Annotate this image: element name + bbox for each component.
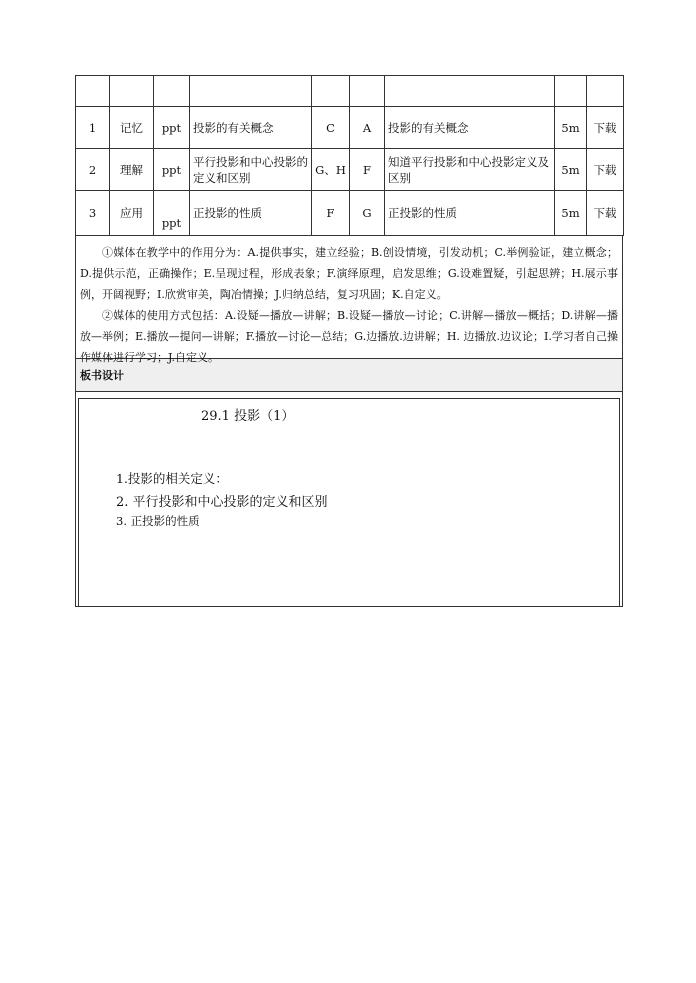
media-source: 下载 xyxy=(587,191,624,236)
usage-mode: G xyxy=(350,191,385,236)
board-item: 1.投影的相关定义： xyxy=(116,471,228,486)
time-used: 5m xyxy=(555,107,587,149)
knowledge-level: 应用 xyxy=(110,191,154,236)
media-content: 投影的有关概念 xyxy=(190,107,312,149)
media-content: 平行投影和中心投影的定义和区别 xyxy=(190,149,312,191)
media-source: 下载 xyxy=(587,107,624,149)
media-content: 正投影的性质 xyxy=(190,191,312,236)
board-content-box xyxy=(78,398,620,606)
media-notes xyxy=(75,236,623,364)
time-used: 5m xyxy=(555,191,587,236)
media-role: F xyxy=(312,191,350,236)
table-header-row xyxy=(76,76,624,107)
table-row xyxy=(76,149,624,191)
learning-objective: 知道平行投影和中心投影定义及区别 xyxy=(385,149,555,191)
media-type: ppt xyxy=(154,107,190,149)
learning-objective: 投影的有关概念 xyxy=(385,107,555,149)
row-number: 3 xyxy=(76,191,110,236)
row-number: 1 xyxy=(76,107,110,149)
usage-mode: F xyxy=(350,149,385,191)
media-role-note: ①媒体在教学中的作用分为：A.提供事实，建立经验；B.创设情境，引发动机；C.举例验证，建立概念；D.提供示范，正确操作；E.呈现过程，形成表象；F.演绎原理，启发思维；G.设难置疑，引起思辨；H.展示事例，开阔视野；I.欣赏审美，陶冶情操；J.归纳总结，复习巩固；K.自定义。 xyxy=(80,246,618,301)
time-used: 5m xyxy=(555,149,587,191)
row-number: 2 xyxy=(76,149,110,191)
media-type: ppt xyxy=(154,191,190,236)
board-title: 29.1 投影（1） xyxy=(201,409,295,424)
table-row xyxy=(76,191,624,236)
board-item: 3. 正投影的性质 xyxy=(116,514,200,528)
learning-objective: 正投影的性质 xyxy=(385,191,555,236)
document xyxy=(75,75,623,607)
media-source: 下载 xyxy=(587,149,624,191)
board-design-heading: 板书设计 xyxy=(75,359,623,392)
table-row xyxy=(76,107,624,149)
usage-mode: A xyxy=(350,107,385,149)
knowledge-level: 理解 xyxy=(110,149,154,191)
media-role: G、H xyxy=(312,149,350,191)
media-usage-note: ②媒体的使用方式包括：A.设疑—播放—讲解；B.设疑—播放—讨论；C.讲解—播放—概括；D.讲解—播放—举例；E.播放—提问—讲解；F.播放—讨论—总结；G.边播放.边讲解；H. 边播放.边议论；I.学习者自己操作媒体进行学习；J.自定义。 xyxy=(80,309,618,364)
media-role: C xyxy=(312,107,350,149)
board-item: 2. 平行投影和中心投影的定义和区别 xyxy=(116,495,328,510)
knowledge-level: 记忆 xyxy=(110,107,154,149)
media-type: ppt xyxy=(154,149,190,191)
board-design-section xyxy=(75,392,623,607)
media-usage-table xyxy=(75,75,624,236)
